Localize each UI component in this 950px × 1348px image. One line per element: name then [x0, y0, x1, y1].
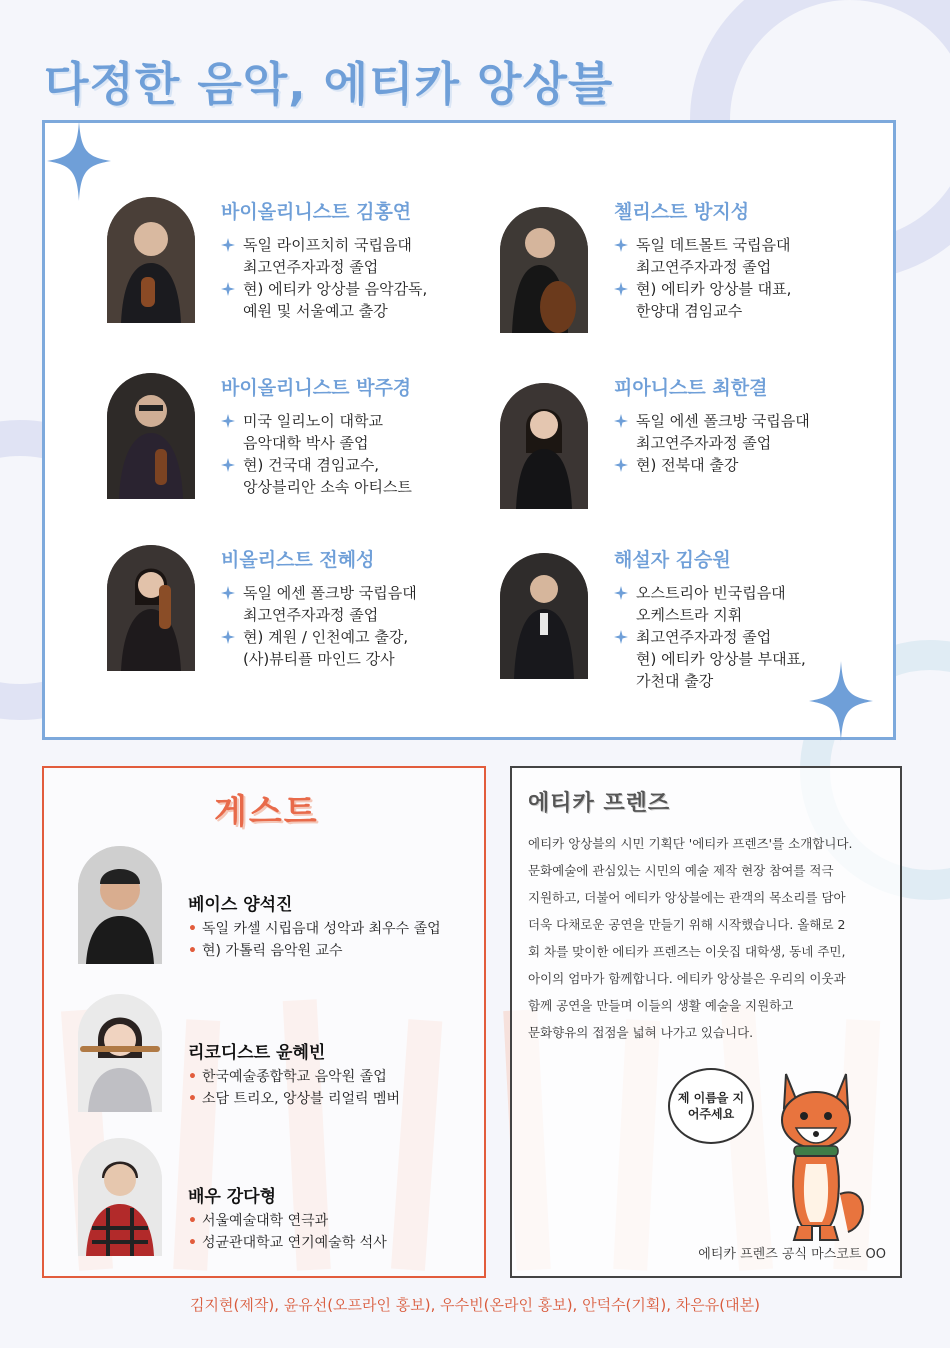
guest-name: 배우 강다형: [188, 1187, 277, 1207]
member-name: 해설자 김승원: [614, 549, 731, 571]
page-title: 다정한 음악, 에티카 앙상블: [44, 57, 614, 111]
guest-photo: [78, 994, 162, 1112]
guest-bio-line: • 소담 트리오, 앙상블 리얼릭 멤버: [188, 1088, 488, 1110]
sparkle-bullet-icon: [221, 414, 235, 428]
member-photo: [107, 373, 195, 499]
speech-bubble: 제 이름을 지어주세요: [668, 1068, 754, 1144]
guest-photo: [78, 846, 162, 964]
member-card-choi-hangyeol: [500, 373, 900, 523]
member-bio-line: 최고연주자과정 졸업: [243, 258, 379, 276]
sparkle-bullet-icon: [221, 282, 235, 296]
member-photo: [107, 197, 195, 323]
sparkle-bullet-icon: [614, 586, 628, 600]
guest-name: 리코디스트 윤혜빈: [188, 1043, 326, 1063]
sparkle-bullet-icon: [614, 458, 628, 472]
sparkle-bullet-icon: [614, 282, 628, 296]
member-bio-line: 현) 건국대 겸임교수,: [221, 454, 511, 476]
member-bio-line: 최고연주자과정 졸업: [636, 258, 772, 276]
member-bio-line: 현) 계원 / 인천예고 출강,: [221, 626, 511, 648]
guest-section-title: 게스트: [214, 792, 319, 832]
member-bio-line: 예원 및 서울예고 출강: [243, 302, 388, 320]
member-bio-line: 최고연주자과정 졸업: [636, 434, 772, 452]
member-card-kim-hongyeon: [107, 197, 507, 347]
member-bio-line: 앙상블리안 소속 아티스트: [243, 478, 412, 496]
member-bio-line: 현) 전북대 출강: [614, 454, 904, 476]
ensemble-members-panel: [42, 120, 896, 740]
member-card-bang-jiseong: [500, 197, 900, 347]
guest-bio-line: • 현) 가톨릭 음악원 교수: [188, 940, 488, 962]
sparkle-bullet-icon: [221, 238, 235, 252]
friends-panel: [510, 766, 902, 1278]
guest-card-yun-hyebin: [78, 994, 478, 1120]
member-photo: [500, 553, 588, 679]
member-bio-line: 최고연주자과정 졸업: [614, 626, 904, 648]
member-bio-line: 미국 일리노이 대학교: [221, 410, 511, 432]
member-bio-line: 독일 라이프치히 국립음대: [221, 234, 511, 256]
sparkle-bullet-icon: [614, 630, 628, 644]
guest-bio-line: • 성균관대학교 연기예술학 석사: [188, 1232, 488, 1254]
member-name: 피아니스트 최한결: [614, 377, 768, 399]
member-bio-line: 음악대학 박사 졸업: [243, 434, 369, 452]
member-bio-line: 독일 에센 폴크방 국립음대: [221, 582, 511, 604]
guest-bio-line: • 한국예술종합학교 음악원 졸업: [188, 1066, 488, 1088]
member-bio-line: 최고연주자과정 졸업: [243, 606, 379, 624]
member-name: 비올리스트 전혜성: [221, 549, 375, 571]
friends-description: 에티카 앙상블의 시민 기획단 '에티카 프렌즈'를 소개합니다. 문화예술에 관심있는 시민의 예술 제작 현장 참여를 적극 지원하고, 더불어 에티카 앙상블에는 관객의 목소리를 담아 더욱 다채로운 공연을 만들기 위해 시작했습니다. 올해로 2 회 차를 맞이한 에티카 프렌즈는 이웃집 대학생, 동네 주민, 아이의 엄마가 함께합니다. 에티카 앙상블은 우리의 이웃과 함께 공연을 만들며 이들의 생활 예술을 지원하고 문화향유의 접점을 넓혀 나가고 있습니다.: [528, 836, 853, 1040]
guest-bio-line: • 서울예술대학 연극과: [188, 1210, 488, 1232]
member-photo: [500, 383, 588, 509]
member-bio-line: 독일 에센 폴크방 국립음대: [614, 410, 904, 432]
sparkle-bullet-icon: [614, 414, 628, 428]
member-bio-line: 오케스트라 지휘: [636, 606, 743, 624]
sparkle-icon: [47, 121, 111, 201]
member-bio-line: 가천대 출강: [636, 672, 714, 690]
mascot-caption: 에티카 프렌즈 공식 마스코트 OO: [698, 1247, 886, 1262]
member-card-park-jugyeong: [107, 373, 507, 523]
member-bio-line: 현) 에티카 앙상블 부대표,: [636, 650, 806, 668]
friends-title: 에티카 프렌즈: [528, 791, 671, 816]
member-bio-line: 독일 데트몰트 국립음대: [614, 234, 904, 256]
member-photo: [107, 545, 195, 671]
guest-photo: [78, 1138, 162, 1256]
fox-mascot-icon: [756, 1064, 876, 1244]
guest-card-kang-dahyeong: [78, 1138, 478, 1264]
member-name: 바이올리니스트 박주경: [221, 377, 412, 399]
member-bio-line: (사)뷰티플 마인드 강사: [243, 650, 395, 668]
member-card-jeon-hyeseong: [107, 545, 507, 695]
member-photo: [500, 207, 588, 333]
member-bio-line: 한양대 겸임교수: [636, 302, 743, 320]
guest-card-yang-seokjin: [78, 846, 478, 972]
member-bio-line: 오스트리아 빈국립음대: [614, 582, 904, 604]
member-name: 첼리스트 방지성: [614, 201, 750, 223]
sparkle-bullet-icon: [614, 238, 628, 252]
member-bio-line: 현) 에티카 앙상블 대표,: [614, 278, 904, 300]
member-name: 바이올리니스트 김홍연: [221, 201, 412, 223]
member-bio-line: 현) 에티카 앙상블 음악감독,: [221, 278, 511, 300]
credits-line: 김지현(제작), 윤유선(오프라인 홍보), 우수빈(온라인 홍보), 안덕수(기획), 차은유(대본): [190, 1296, 760, 1314]
member-card-kim-seungwon: [500, 545, 900, 695]
sparkle-bullet-icon: [221, 586, 235, 600]
sparkle-bullet-icon: [221, 458, 235, 472]
sparkle-bullet-icon: [221, 630, 235, 644]
guest-name: 베이스 양석진: [188, 895, 293, 915]
guest-bio-line: • 독일 카셀 시립음대 성악과 최우수 졸업: [188, 918, 488, 940]
guest-panel: [42, 766, 486, 1278]
